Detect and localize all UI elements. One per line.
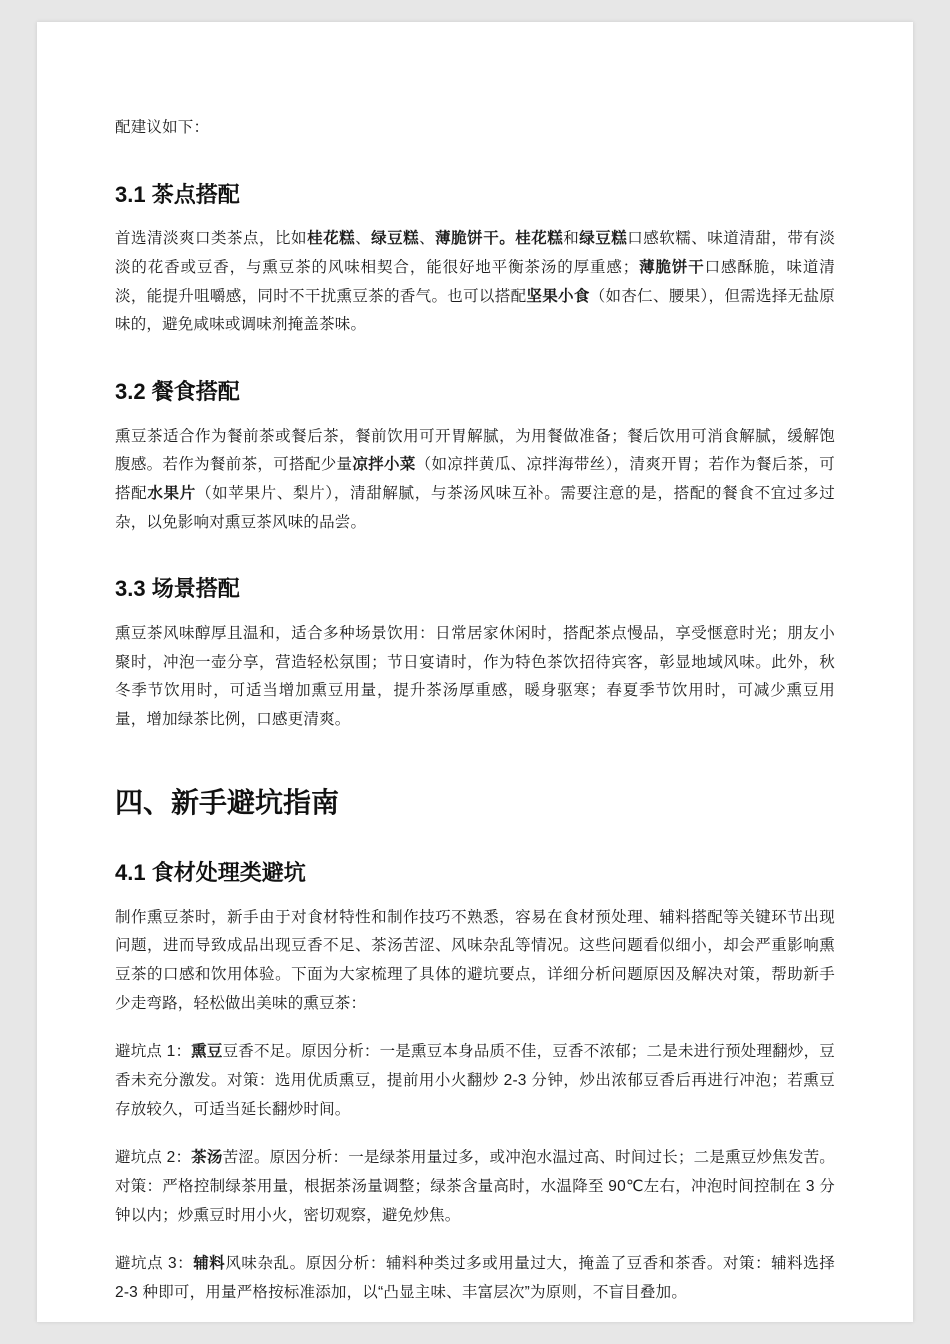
- bold-text-run: 熏豆: [191, 1043, 223, 1061]
- text-run: （如凉拌黄瓜、凉拌海带丝），清爽开胃；若作为餐后茶，可搭配: [115, 456, 835, 502]
- bold-text-run: 茶汤: [191, 1149, 223, 1167]
- bold-text-run: 四、新手避坑指南: [115, 786, 340, 818]
- bold-text-run: 4.1 食材处理类避坑: [115, 859, 306, 885]
- bold-text-run: 绿豆糕: [579, 230, 628, 248]
- document-body: [115, 114, 835, 1308]
- bold-text-run: 薄脆饼干。桂花糕: [435, 230, 564, 248]
- section-heading-3-1: [115, 181, 835, 210]
- text-run: 和: [563, 230, 580, 248]
- bold-text-run: 坚果小食: [526, 287, 590, 305]
- text-run: （如苹果片、梨片），清甜解腻，与茶汤风味互补。需要注意的是，搭配的餐食不宜过多过杂，以免影响对熏豆茶风味的品尝。: [115, 484, 835, 531]
- text-run: 风味杂乱。原因分析：辅料种类过多或用量过大，掩盖了豆香和茶香。对策：辅料选择 2-3 种即可，用量严格按标准添加，以“凸显主味、丰富层次”为原则，不盲目叠加。: [115, 1255, 835, 1301]
- bold-text-run: 3.1 茶点搭配: [115, 181, 240, 207]
- text-run: 避坑点 1：: [115, 1043, 192, 1061]
- text-run: 熏豆茶适合作为餐前茶或餐后茶，餐前饮用可开胃解腻，为用餐做准备；餐后饮用可消食解腻，缓解饱腹感。若作为餐前茶，可搭配少量: [115, 427, 835, 474]
- document-page: [37, 22, 913, 1322]
- paragraph-tea-snack-pairing: [115, 225, 835, 340]
- section-heading-4-1: [115, 859, 835, 888]
- section-heading-3-2: [115, 378, 835, 407]
- text-run: 苦涩。原因分析：一是绿茶用量过多，或冲泡水温过高、时间过长；二是熏豆炒焦发苦。对策：严格控制绿茶用量，根据茶汤量调整；绿茶含量高时，水温降至 90℃左右，冲泡时间控制在 3 分钟以内；炒熏豆时用小火，密切观察，避免炒焦。: [115, 1149, 835, 1224]
- bold-text-run: 水果片: [147, 484, 196, 502]
- bold-text-run: 凉拌小菜: [352, 456, 416, 474]
- text-run: 制作熏豆茶时，新手由于对食材特性和制作技巧不熟悉，容易在食材预处理、辅料搭配等关键环节出现问题，进而导致成品出现豆香不足、茶汤苦涩、风味杂乱等情况。这些问题看似细小，却会严重影响熏豆茶的口感和饮用体验。下面为大家梳理了具体的避坑要点，详细分析问题原因及解决对策，帮助新手少走弯路，轻松做出美味的熏豆茶：: [115, 908, 835, 1012]
- bold-text-run: 桂花糕: [307, 230, 356, 248]
- text-run: 避坑点 3：: [115, 1255, 194, 1273]
- text-run: 避坑点 2：: [115, 1149, 192, 1167]
- text-run: 口感酥脆，味道清淡，能提升咀嚼感，同时不干扰熏豆茶的香气。也可以搭配: [115, 258, 835, 305]
- paragraph-pitfall-1: [115, 1038, 835, 1124]
- paragraph-pitfall-3: [115, 1250, 835, 1307]
- bold-text-run: 绿豆糕: [371, 230, 420, 248]
- section-heading-3-3: [115, 575, 835, 604]
- text-run: 口感软糯、味道清甜，带有淡淡的花香或豆香，与熏豆茶的风味相契合，能很好地平衡茶汤的厚重感；: [115, 230, 836, 276]
- text-run: 配建议如下：: [115, 119, 210, 136]
- bold-text-run: 3.2 餐食搭配: [115, 378, 240, 404]
- text-run: 、: [355, 230, 372, 248]
- chapter-heading-4: [115, 785, 835, 821]
- text-run: 、: [419, 230, 436, 248]
- bold-text-run: 3.3 场景搭配: [115, 576, 240, 602]
- paragraph-continuation: [115, 114, 835, 143]
- text-run: 熏豆茶风味醇厚且温和，适合多种场景饮用：日常居家休闲时，搭配茶点慢品，享受惬意时光；朋友小聚时，冲泡一壶分享，营造轻松氛围；节日宴请时，作为特色茶饮招待宾客，彰显地域风味。此外，秋冬季节饮用时，可适当增加熏豆用量，提升茶汤厚重感，暖身驱寒；春夏季节饮用时，可减少熏豆用量，增加绿茶比例，口感更清爽。: [115, 624, 835, 728]
- text-run: 豆香不足。原因分析：一是熏豆本身品质不佳，豆香不浓郁；二是未进行预处理翻炒，豆香未充分激发。对策：选用优质熏豆，提前用小火翻炒 2-3 分钟，炒出浓郁豆香后再进行冲泡；若熏豆存放较久，可适当延长翻炒时间。: [115, 1043, 835, 1118]
- bold-text-run: 辅料: [193, 1255, 226, 1273]
- text-run: 首选清淡爽口类茶点，比如: [115, 230, 308, 248]
- bold-text-run: 薄脆饼干: [638, 258, 705, 276]
- text-run: （如杏仁、腰果），但需选择无盐原味的，避免咸味或调味剂掩盖茶味。: [115, 287, 835, 334]
- paragraph-pitfall-intro: [115, 904, 835, 1019]
- paragraph-meal-pairing: [115, 423, 835, 538]
- paragraph-pitfall-2: [115, 1144, 835, 1230]
- paragraph-scene-pairing: [115, 620, 835, 735]
